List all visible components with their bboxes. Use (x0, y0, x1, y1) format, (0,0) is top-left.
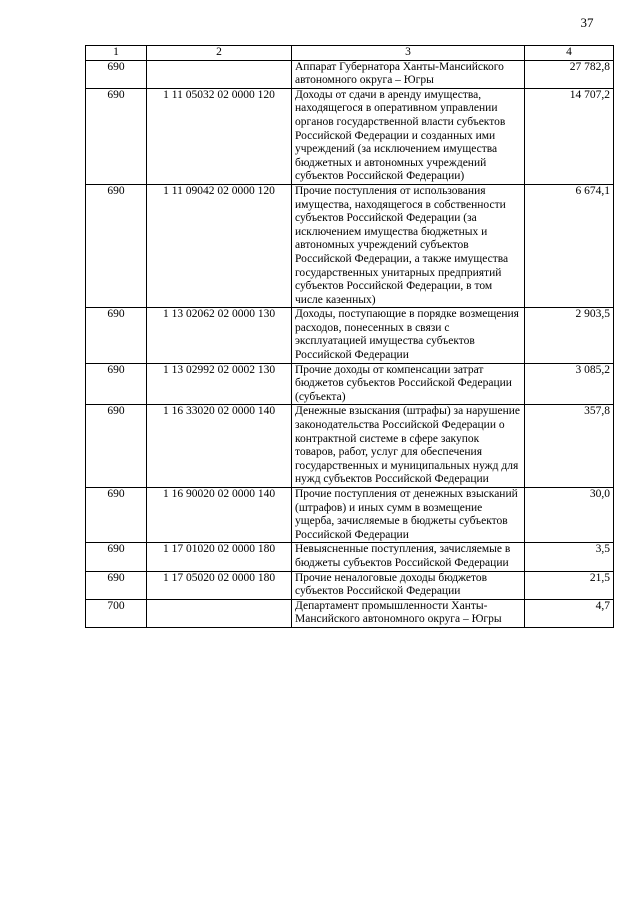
revenue-name: Прочие неналоговые доходы бюджетов субъектов Российской Федерации (292, 571, 525, 599)
revenue-code: 1 17 01020 02 0000 180 (147, 543, 292, 571)
column-header-4: 4 (525, 46, 614, 61)
table-row (86, 308, 614, 363)
table-row (86, 405, 614, 488)
admin-code: 690 (86, 405, 147, 488)
revenue-code: 1 11 05032 02 0000 120 (147, 88, 292, 184)
revenue-name: Аппарат Губернатора Ханты-Мансийского автономного округа – Югры (292, 60, 525, 88)
column-header-2: 2 (147, 46, 292, 61)
revenue-name: Прочие поступления от использования имущества, находящегося в собственности субъектов Российской Федерации (за исключением имущества бюджетных и автономных учреждений субъектов Российской Федерации, а также имущества государственных унитарных предприятий субъектов Российской Федерации, в том числе казенных) (292, 184, 525, 307)
revenue-code: 1 17 05020 02 0000 180 (147, 571, 292, 599)
table-row (86, 571, 614, 599)
amount: 14 707,2 (525, 88, 614, 184)
revenue-code: 1 13 02062 02 0000 130 (147, 308, 292, 363)
amount: 357,8 (525, 405, 614, 488)
amount: 30,0 (525, 488, 614, 543)
admin-code: 690 (86, 543, 147, 571)
table-row (86, 184, 614, 307)
revenue-name: Доходы от сдачи в аренду имущества, находящегося в оперативном управлении органов государственной власти субъектов Российской Федерации и созданных ими учреждений (за исключением имущества бюджетных и автономных учреждений субъектов Российской Федерации) (292, 88, 525, 184)
revenue-table (85, 45, 614, 628)
amount: 27 782,8 (525, 60, 614, 88)
revenue-name: Прочие поступления от денежных взысканий (штрафов) и иных сумм в возмещение ущерба, зачисляемые в бюджеты субъектов Российской Федерации (292, 488, 525, 543)
table-header-row (86, 46, 614, 61)
table-row (86, 543, 614, 571)
admin-code: 690 (86, 308, 147, 363)
admin-code: 690 (86, 571, 147, 599)
page-number: 37 (580, 15, 594, 30)
amount: 21,5 (525, 571, 614, 599)
amount: 3 085,2 (525, 363, 614, 405)
revenue-code: 1 16 33020 02 0000 140 (147, 405, 292, 488)
admin-code: 700 (86, 599, 147, 627)
revenue-name: Департамент промышленности Ханты-Мансийского автономного округа – Югры (292, 599, 525, 627)
revenue-code (147, 599, 292, 627)
column-header-3: 3 (292, 46, 525, 61)
table-row (86, 60, 614, 88)
table-row (86, 488, 614, 543)
amount: 2 903,5 (525, 308, 614, 363)
table-row (86, 599, 614, 627)
table-row (86, 363, 614, 405)
amount: 4,7 (525, 599, 614, 627)
table-row (86, 88, 614, 184)
revenue-code: 1 16 90020 02 0000 140 (147, 488, 292, 543)
revenue-name: Денежные взыскания (штрафы) за нарушение законодательства Российской Федерации о контрактной системе в сфере закупок товаров, работ, услуг для обеспечения государственных и муниципальных нужд для нужд субъектов Российской Федерации (292, 405, 525, 488)
revenue-name: Невыясненные поступления, зачисляемые в бюджеты субъектов Российской Федерации (292, 543, 525, 571)
revenue-code: 1 13 02992 02 0002 130 (147, 363, 292, 405)
revenue-code (147, 60, 292, 88)
admin-code: 690 (86, 184, 147, 307)
admin-code: 690 (86, 60, 147, 88)
table-body (86, 60, 614, 627)
revenue-code: 1 11 09042 02 0000 120 (147, 184, 292, 307)
amount: 3,5 (525, 543, 614, 571)
admin-code: 690 (86, 88, 147, 184)
column-header-1: 1 (86, 46, 147, 61)
amount: 6 674,1 (525, 184, 614, 307)
revenue-name: Доходы, поступающие в порядке возмещения расходов, понесенных в связи с эксплуатацией имущества субъектов Российской Федерации (292, 308, 525, 363)
revenue-name: Прочие доходы от компенсации затрат бюджетов субъектов Российской Федерации (субъекта) (292, 363, 525, 405)
admin-code: 690 (86, 488, 147, 543)
admin-code: 690 (86, 363, 147, 405)
